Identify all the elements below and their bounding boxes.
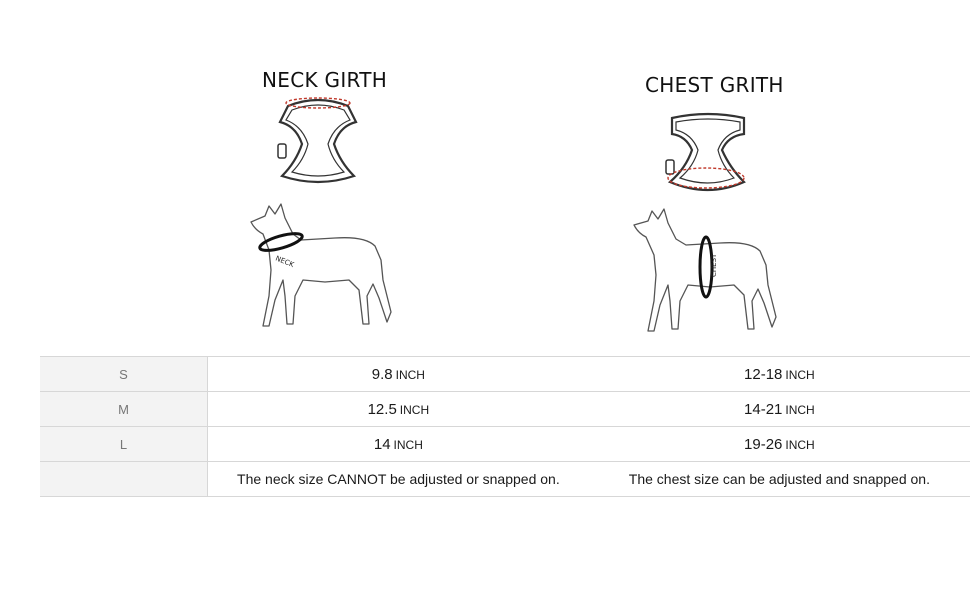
neck-girth-heading: NECK GIRTH <box>262 68 388 92</box>
chest-number: 12-18 <box>744 365 783 383</box>
chest-girth-heading: CHEST GRITH <box>645 73 784 97</box>
neck-value-l <box>208 427 589 462</box>
size-label-m: M <box>40 392 208 427</box>
neck-value-s <box>208 357 589 392</box>
chest-unit: INCH <box>785 367 815 382</box>
neck-unit: INCH <box>393 437 423 452</box>
chest-label-text: CHEST <box>710 253 718 277</box>
neck-value-m <box>208 392 589 427</box>
neck-label-text: NECK <box>274 254 295 270</box>
table-row <box>40 427 970 462</box>
neck-number: 9.8 <box>371 365 393 383</box>
dog-chest-measurement-illustration <box>630 205 780 340</box>
dog-neck-measurement-illustration <box>245 200 395 335</box>
chest-number: 14-21 <box>744 400 783 418</box>
chest-unit: INCH <box>785 402 815 417</box>
size-label-l: L <box>40 427 208 462</box>
neck-unit: INCH <box>399 402 430 417</box>
neck-number: 12.5 <box>367 400 397 418</box>
size-chart-table <box>40 356 970 497</box>
table-row <box>40 357 970 392</box>
chest-harness-illustration <box>660 110 755 210</box>
chest-value-s <box>589 357 970 392</box>
neck-unit: INCH <box>395 367 425 382</box>
notes-label-empty <box>40 462 208 497</box>
neck-number: 14 <box>373 435 391 453</box>
chest-adjust-note: The chest size can be adjusted and snapped on. <box>589 462 970 497</box>
chest-unit: INCH <box>785 437 815 452</box>
chest-number: 19-26 <box>744 435 783 453</box>
neck-harness-illustration <box>270 92 365 192</box>
size-label-s: S <box>40 357 208 392</box>
table-row <box>40 392 970 427</box>
chest-value-l <box>589 427 970 462</box>
neck-adjust-note: The neck size CANNOT be adjusted or snapped on. <box>208 462 589 497</box>
table-row <box>40 462 970 497</box>
chest-value-m <box>589 392 970 427</box>
